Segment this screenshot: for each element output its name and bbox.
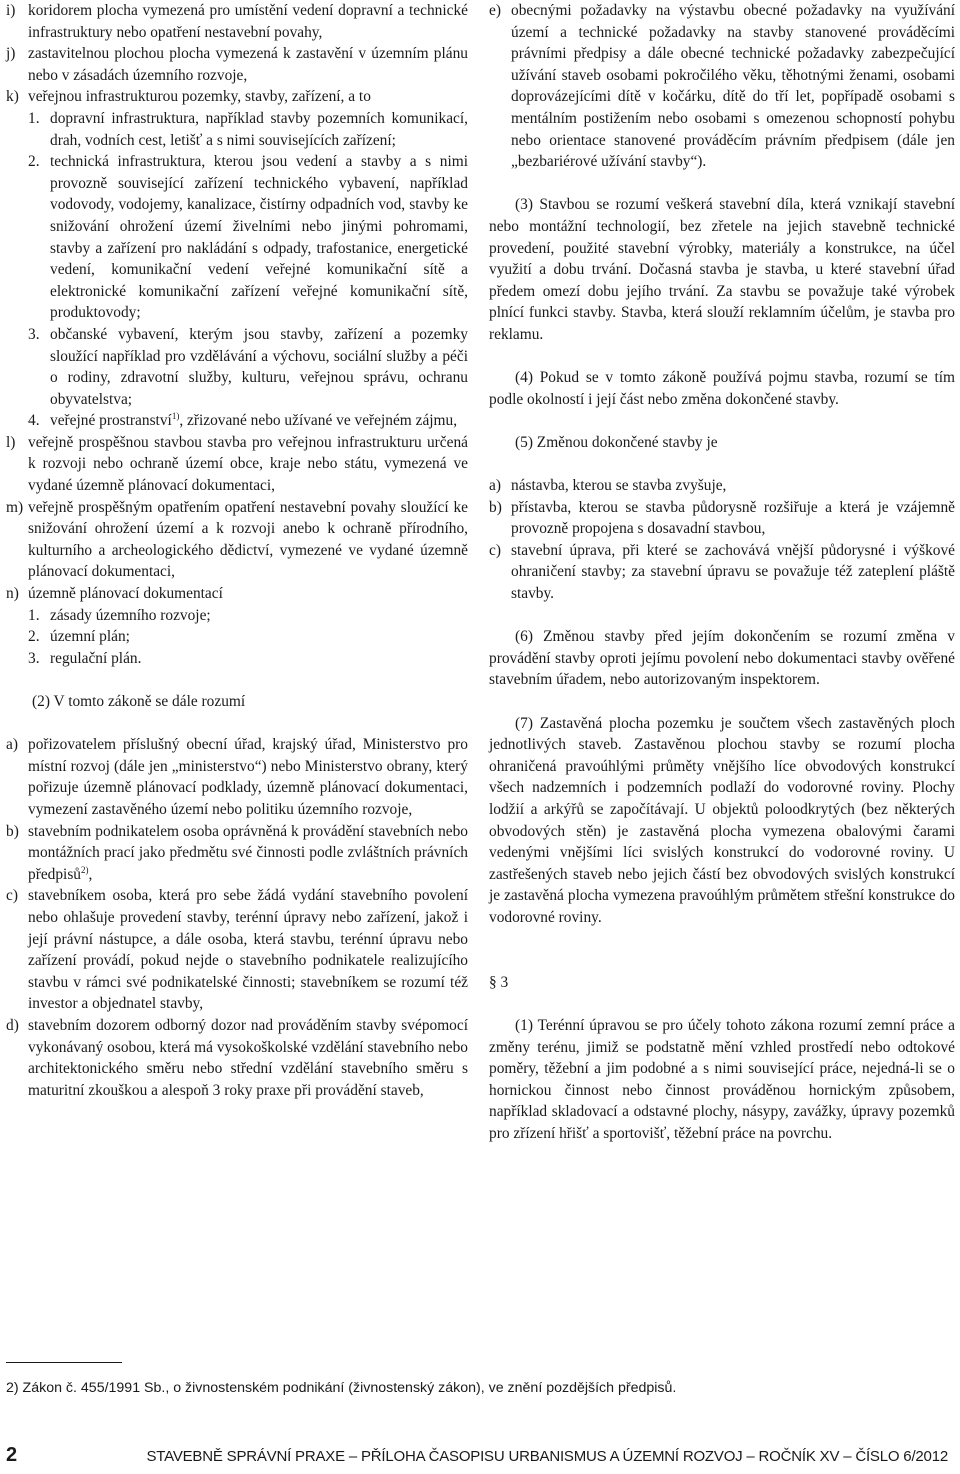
item-label: c) — [6, 887, 18, 905]
paragraph-gap — [6, 713, 468, 735]
list-subitem-n2 — [28, 626, 468, 648]
list-item-k — [6, 86, 468, 108]
item-text: přístavba, kterou se stavba půdorysně rozšiřuje a která je vzájemně provozně propojena s dosavadní stavbou, — [511, 498, 955, 538]
list-item-b — [6, 821, 468, 886]
list-item-e — [489, 0, 955, 173]
item-text: veřejně prospěšným opatřením opatření nestavební povahy sloužící ke snižování ohrožení území a k rozvoji anebo k ochraně přírodního, kulturního a archeologického dědictví, vymezené ve vydané územně plánovací dokumentaci, — [28, 498, 468, 581]
item-text — [28, 821, 468, 886]
paragraph-4: (4) Pokud se v tomto zákoně používá pojmu stavba, rozumí se tím podle okolností i její část nebo změna dokončené stavby. — [489, 369, 955, 408]
item-text: stavebním dozorem odborný dozor nad prováděním stavby svépomocí vykonávaný osobou, která má vysokoškolské vzdělání stavebního nebo architektonického směru nebo střední vzdělání stavebního směru s maturitní zkouškou a alespoň 3 roky praxe při provádění staveb, — [28, 1016, 468, 1099]
subitem-text — [50, 410, 468, 432]
item-label: c) — [489, 541, 501, 559]
running-footer: STAVEBNĚ SPRÁVNÍ PRAXE – PŘÍLOHA ČASOPISU URBANISMUS A ÚZEMNÍ ROZVOJ – ROČNÍK XV – ČÍSLO 6/2012 — [146, 1448, 948, 1465]
list-item-c — [6, 885, 468, 1015]
item-text: pořizovatelem příslušný obecní úřad, krajský úřad, Ministerstvo pro místní rozvoj (dále jen „ministerstvo“) nebo Ministerstvo obrany, který pořizuje územně plánovací podklady, územně plánovací dokumentaci, vymezení zastavěného území nebo politiku územního rozvoje, — [28, 736, 468, 818]
paragraph-gap — [489, 410, 955, 432]
item-text: zastavitelnou plochou plocha vymezená k zastavění v územním plánu nebo v zásadách územního rozvoje, — [28, 45, 468, 84]
paragraph-gap — [489, 346, 955, 368]
item-label: j) — [6, 45, 16, 63]
list-item-m — [6, 497, 468, 583]
subitem-text: občanské vybavení, kterým jsou stavby, zařízení a pozemky sloužící například pro vzdělávání a výchovu, sociální služby a péči o rodiny, zdravotní služby, kulturu, veřejnou správu, ochranu obyvatelstva; — [50, 325, 468, 408]
list-item-b — [489, 497, 955, 540]
list-item-l — [6, 432, 468, 497]
footnote-reference: 2) — [81, 864, 89, 875]
list-subitem-n3 — [28, 648, 468, 670]
page-number: 2 — [6, 1444, 18, 1466]
paragraph-gap — [489, 929, 955, 951]
item-label: e) — [489, 2, 501, 19]
subitem-label: 3. — [28, 649, 40, 667]
item-text: stavební úprava, při které se zachovává vnější půdorysné i výškové ohraničení stavby; za stavební úpravu se považuje též zateplení pláště stavby. — [511, 541, 955, 603]
item-label: m) — [6, 498, 24, 516]
subitem-label: 1. — [28, 109, 40, 127]
list-subitem-k4 — [28, 410, 468, 432]
section-3-paragraph-1: (1) Terénní úpravou se pro účely tohoto zákona rozumí zemní práce a změny terénu, jimiž se podstatně mění vzhled prostředí nebo odtokové poměry, těžební a jim podobné a s nimi související práce, nejedná-li se o hornickou činnost nebo činnost prováděnou hornickým způsobem, například skladovací a odstavné plochy, násypy, zavážky, úpravy pozemků pro zřízení hřišť a sportovišť, těžební práce na povrchu. — [489, 1016, 955, 1142]
item-label: n) — [6, 585, 19, 603]
item-label: i) — [6, 2, 16, 19]
paragraph-7: (7) Zastavěná plocha pozemku je součtem všech zastavěných ploch jednotlivých staveb. Zastavěnou plochou stavby se rozumí plocha ohraničená pravoúhlými průměty vnějšího líce obvodových konstrukcí všech nadzemních i podzemních podlaží do vodorovné roviny. Plochy lodžií a arkýřů se započítávají. U objektů poloodkrytých (bez některých obvodových stěn) je zastavěná plocha vymezena obalovými čarami vedenými vnějšími líci svislých konstrukcí do vodorovné roviny. U zastřešených staveb nebo jejich částí bez obvodových svislých konstrukcí je zastavěná plocha vymezena pravoúhlým průmětem střešní konstrukce do vodorovné roviny. — [489, 714, 955, 926]
subitem-text: územní plán; — [50, 628, 130, 646]
paragraph-gap — [489, 453, 955, 475]
list-subitem-k3 — [28, 324, 468, 410]
list-item-a — [6, 734, 468, 820]
paragraph-gap — [6, 669, 468, 691]
list-item-d — [6, 1015, 468, 1101]
list-item-a — [489, 475, 955, 497]
item-text: koridorem plocha vymezená pro umístění vedení dopravní a technické infrastruktury nebo opatření nestavební povahy, — [28, 2, 468, 41]
list-subitem-k2 — [28, 151, 468, 324]
item-label: a) — [6, 736, 18, 754]
item-text: obecnými požadavky na výstavbu obecné požadavky na využívání území a technické požadavky na stavby stanovené prováděcími právními předpisy a dále obecné technické požadavky zabezpečující užívání staveb osobami pokročilého věku, těhotnými ženami, osobami doprovázejícími dítě v kočárku, dítě do tří let, popřípadě osobami s mentálním postižením nebo osobami s omezenou schopností pohybu nebo orientace stanovené prováděcím právním předpisem (dále jen „bezbariérové užívání stavby“). — [511, 2, 955, 171]
item-label: a) — [489, 477, 501, 495]
paragraph-gap — [489, 993, 955, 1015]
item-label: b) — [489, 498, 502, 516]
paragraph-6: (6) Změnou stavby před jejím dokončením se rozumí změna v provádění stavby oproti jejímu povolení nebo dokumentaci stavby ověřené stavebním úřadem, nebo autorizovaným inspektorem. — [489, 628, 955, 689]
list-item-i — [6, 0, 468, 43]
subitem-text: dopravní infrastruktura, například stavby pozemních komunikací, drah, vodních cest, letišť a s nimi souvisejících zařízení; — [50, 109, 468, 149]
item-text: veřejně prospěšnou stavbou stavba pro veřejnou infrastrukturu určená k rozvoji nebo ochraně území obce, kraje nebo státu, vymezená ve vydané územně plánovací dokumentaci, — [28, 433, 468, 495]
subitem-text: zásady územního rozvoje; — [50, 606, 211, 624]
item-text: územně plánovací dokumentací — [28, 585, 223, 603]
list-item-j — [6, 43, 468, 86]
subitem-text-part: , zřizované nebo užívané ve veřejném zájmu, — [179, 412, 458, 430]
subitem-label: 4. — [28, 412, 40, 430]
paragraph-gap — [489, 605, 955, 627]
item-label: b) — [6, 822, 19, 840]
footnote-divider — [6, 1362, 122, 1363]
paragraph-gap — [489, 691, 955, 713]
item-text: nástavba, kterou se stavba zvyšuje, — [511, 477, 727, 495]
subitem-label: 3. — [28, 325, 40, 343]
subitem-text-part: veřejné prostranství — [50, 412, 172, 430]
paragraph-2-intro: (2) V tomto zákoně se dále rozumí — [32, 693, 246, 710]
list-subitem-k1 — [28, 108, 468, 151]
item-label: l) — [6, 433, 16, 451]
subitem-label: 2. — [28, 153, 40, 171]
right-column — [489, 0, 955, 1144]
subitem-text: technická infrastruktura, kterou jsou vedení a stavby a s nimi provozně související zařízení technického vybavení, například vodovody, vodojemy, kanalizace, čistírny odpadních vod, stavby ke snižování ohrožení území živelními nebo jinými pohromami, stavby a zařízení pro nakládání s odpady, trafostanice, energetické vedení, komunikační vedení veřejné komunikační sítě a elektronické komunikační zařízení veřejné komunikační sítě, produktovody; — [50, 153, 468, 322]
footnote: 2) Zákon č. 455/1991 Sb., o živnostenském podnikání (živnostenský zákon), ve znění pozdějších předpisů. — [6, 1380, 677, 1396]
item-text-part: , — [88, 865, 93, 883]
paragraph-gap — [489, 950, 955, 972]
list-subitem-n1 — [28, 605, 468, 627]
paragraph-gap — [489, 173, 955, 195]
subitem-label: 1. — [28, 606, 40, 624]
item-label: k) — [6, 88, 19, 106]
paragraph-5-intro: (5) Změnou dokončené stavby je — [515, 433, 718, 451]
footnote-reference: 1) — [171, 411, 180, 422]
item-text: veřejnou infrastrukturou pozemky, stavby, zařízení, a to — [28, 88, 371, 106]
item-label: d) — [6, 1016, 19, 1034]
subitem-label: 2. — [28, 628, 40, 646]
paragraph-3: (3) Stavbou se rozumí veškerá stavební díla, která vznikají stavební nebo montážní technologií, bez zřetele na jejich stavebně technické provedení, použité stavební výrobky, materiály a konstrukce, na účel využití a dobu trvání. Dočasná stavba je stavba, u které stavební úřad předem omezí dobu jejího trvání. Za stavbu se považuje také výrobek plnící funkci stavby. Stavba, která slouží reklamním účelům, je stavba pro reklamu. — [489, 196, 955, 343]
item-text-part: stavebním podnikatelem osoba oprávněná k provádění stavebních nebo montážních prací jako předmětu své činnosti podle zvláštních právních předpisů — [28, 822, 468, 883]
section-heading: § 3 — [489, 973, 509, 991]
item-text: stavebníkem osoba, která pro sebe žádá vydání stavebního povolení nebo ohlašuje provedení stavby, terénní úpravy nebo zařízení, jakož i její právní nástupce, a dále osoba, která stavbu, terénní úpravu nebo zařízení provádí, pokud nejde o stavebního podnikatele realizujícího stavbu v rámci své podnikatelské činnosti; stavebníkem se rozumí též investor a objednatel stavby, — [28, 887, 468, 1013]
subitem-text: regulační plán. — [50, 649, 142, 667]
left-column — [6, 0, 468, 1101]
list-item-c — [489, 540, 955, 605]
list-item-n — [6, 583, 468, 605]
